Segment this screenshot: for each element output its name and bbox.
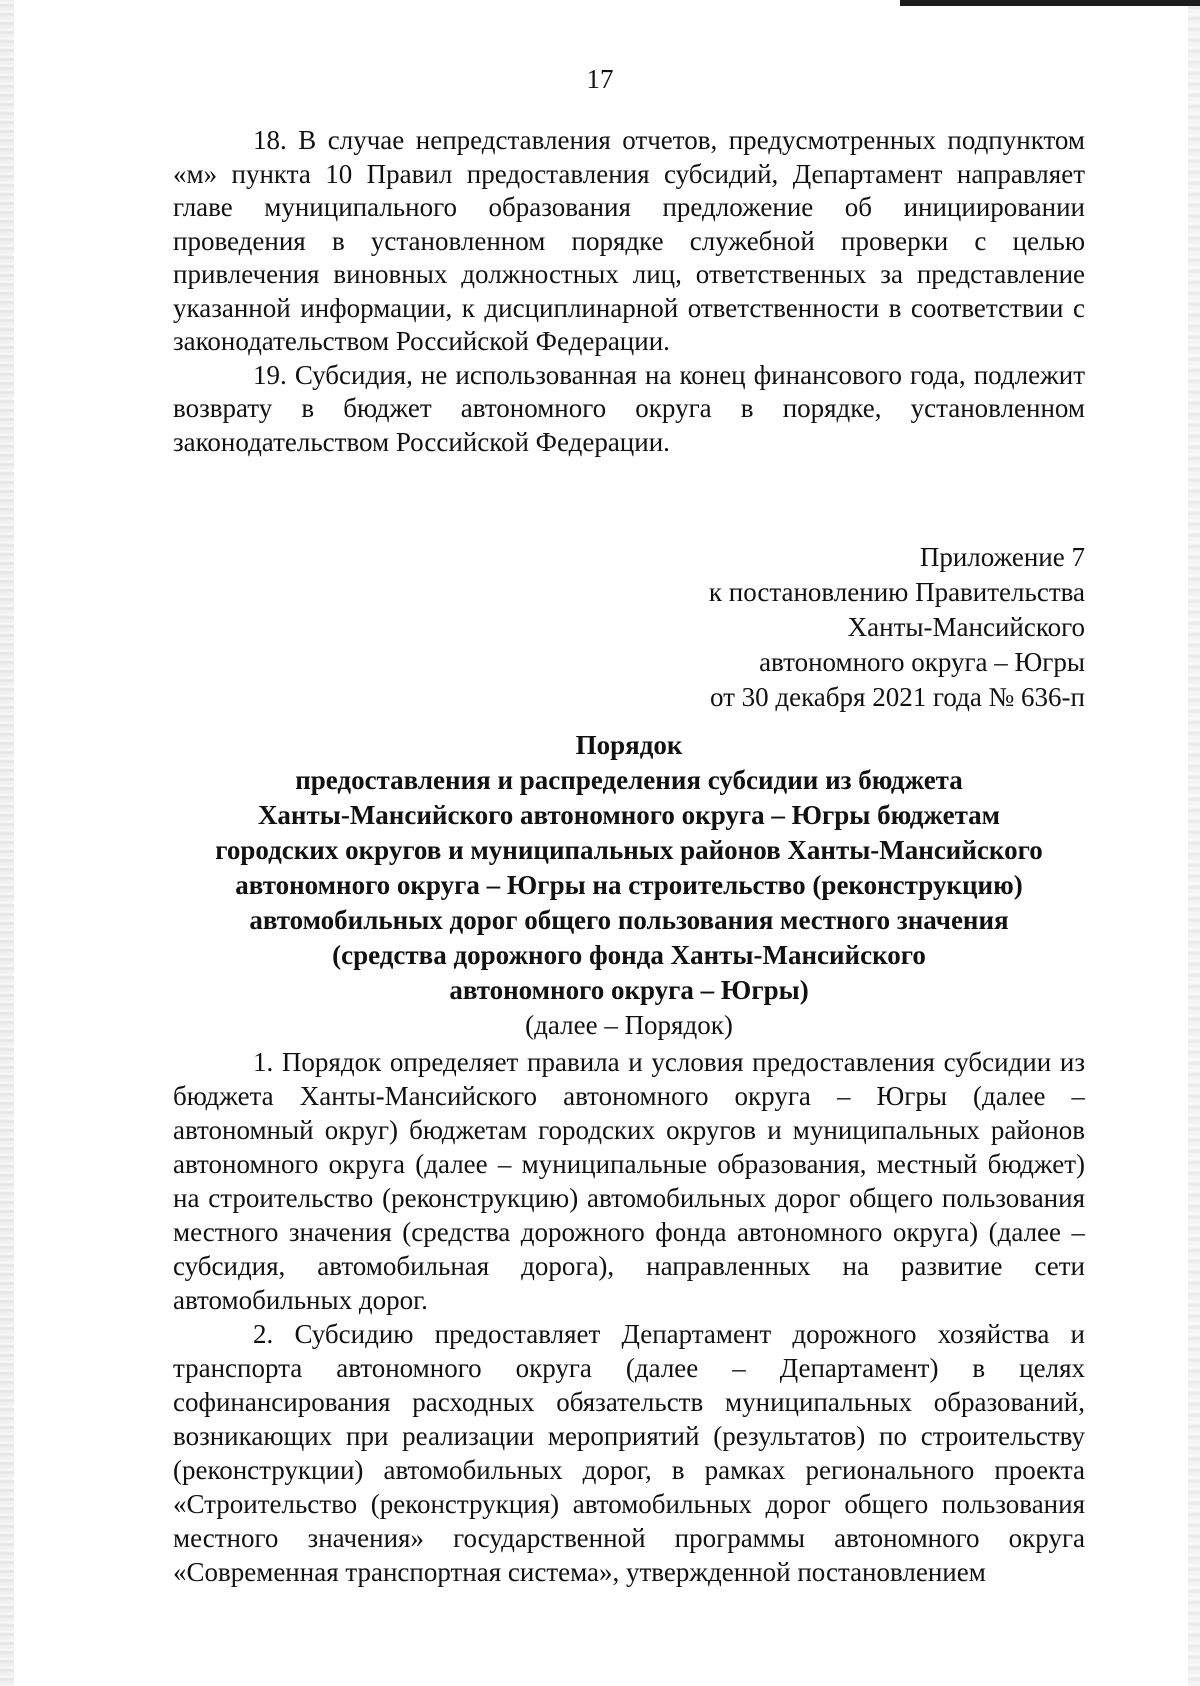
paragraph-2: 2. Субсидию предоставляет Департамент дорожного хозяйства и транспорта автономного округа (далее – Департамент) в целях софинансирования расходных обязательств муниципальных образований, возникающих при реализации мероприятий (результатов) по строительству (реконструкции) автомобильных дорог, в рамках регионального проекта «Строительство (реконструкция) автомобильных дорог общего пользования местного значения» государственной программы автономного округа «Современная транспортная система», утвержденной постановлением <box>173 1319 1085 1587</box>
document-title: Порядок <box>575 730 683 760</box>
document-subtitle: предоставления и распределения субсидии из бюджета Ханты-Мансийского автономного округа – Югры бюджетам городских округов и муниципальных районов Ханты-Мансийского автономного округа – Югры на строительство (реконструкцию) автомобильных дорог общего пользования местного значения (средства дорожного фонда Ханты-Мансийского автономного округа – Югры) <box>215 765 1043 1005</box>
scan-edge-right <box>1188 0 1200 1686</box>
scan-top-bar <box>900 0 1200 6</box>
text-block-top <box>173 124 1085 459</box>
appendix-line: Приложение 7 <box>919 542 1085 572</box>
scan-edge-left <box>0 0 14 1686</box>
paragraph-1: 1. Порядок определяет правила и условия предоставления субсидии из бюджета Ханты-Мансийского автономного округа – Югры (далее – автономный округ) бюджетам городских округов и муниципальных районов автономного округа (далее – муниципальные образования, местный бюджет) на строительство (реконструкцию) автомобильных дорог общего пользования местного значения (средства дорожного фонда автономного округа) (далее – субсидия, автомобильная дорога), направленных на развитие сети автомобильных дорог. <box>173 1047 1085 1315</box>
page-number: 17 <box>586 64 614 94</box>
appendix-line: от 30 декабря 2021 года № 636-п <box>709 682 1085 712</box>
paragraph-19: 19. Субсидия, не использованная на конец финансового года, подлежит возврату в бюджет автономного округа в порядке, установленном законодательством Российской Федерации. <box>173 359 1085 457</box>
appendix-line: к постановлению Правительства <box>708 577 1085 607</box>
document-title-block <box>173 728 1085 1043</box>
document-title-note: (далее – Порядок) <box>525 1010 733 1040</box>
appendix-block <box>485 540 1085 715</box>
appendix-line: автономного округа – Югры <box>759 647 1085 677</box>
appendix-line: Ханты-Мансийского <box>847 612 1085 642</box>
text-block-bottom <box>173 1045 1085 1589</box>
paragraph-18: 18. В случае непредставления отчетов, предусмотренных подпунктом «м» пункта 10 Правил предоставления субсидий, Департамент направляет главе муниципального образования предложение об инициировании проведения в установленном порядке служебной проверки с целью привлечения виновных должностных лиц, ответственных за представление указанной информации, к дисциплинарной ответственности в соответствии с законодательством Российской Федерации. <box>173 125 1085 356</box>
